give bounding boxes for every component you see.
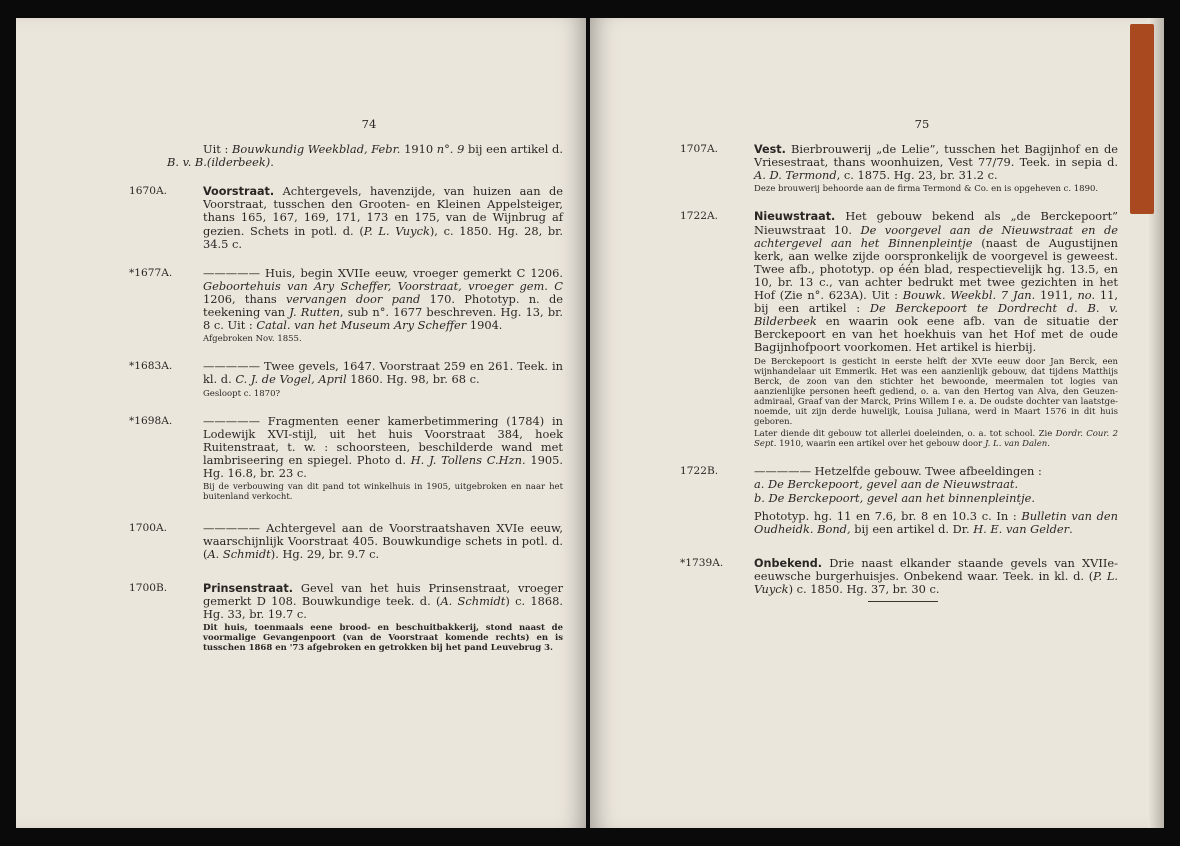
catalog-entry: *1677A. ————— Huis, begin XVIIe eeuw, vroeger gemerkt C 1206. Geboortehuis van Ary Scheffer, Voorstraat, vroeger gem. C 1206, thans vervangen door pand 170. Phototyp. n. de teekening van J. Rutten, sub n°. 1677 beschreven. Hg. 13, br. 8 c. Uit : Catal. van het Museum Ary Scheffer 1904. Afgebroken Nov. 1855.: [129, 265, 563, 345]
catalog-entry: 1707A. Vest. Bierbrouwerij „de Lelie”, tusschen het Bagijnhof en de Vriesestraat, thans woonhuizen, Vest 77/79. Teek. in sepia d. A. D. Termond, c. 1875. Hg. 23, br. 31.2 c. Deze brouwerij behoorde aan de firma Termond & Co. en is opgeheven c. 1890.: [680, 142, 1118, 195]
entry-keyword: Voorstraat.: [203, 185, 275, 199]
entry-keyword: Onbekend.: [754, 556, 823, 570]
catalog-entry: *1698A. ————— Fragmenten eener kamerbetimmering (1784) in Lodewijk XVI-stijl, uit het huis Voorstraat 384, hoek Ruitenstraat, t. w. : schoorsteen, beschilderde wand met lambriseering en spiegel. Photo d. H. J. Tollens C.Hzn. 1905. Hg. 16.8, br. 23 c. Bij de verbouwing van dit pand tot winkelhuis in 1905, uitgebroken en naar het buitenland verkocht.: [129, 413, 563, 503]
right-page: [590, 18, 1164, 828]
intro-paragraph: Uit : Bouwkundig Weekblad, Febr. 1910 n°. 9 bij een artikel d. B. v. B.(ilderbeek).: [167, 142, 563, 170]
left-column: [129, 117, 563, 653]
entry-note: Bij de verbouwing van dit pand tot winkelhuis in 1905, uitgebroken en naar het buitenland verkocht.: [203, 482, 563, 503]
catalog-entry: 1722B. ————— Hetzelfde gebouw. Twee afbeeldingen : a. De Berckepoort, gevel aan de Nieuwstraat. b. De Berckepoort, gevel aan het binnenpleintje. Phototyp. hg. 11 en 7.6, br. 8 en 10.3 c. In : Bulletin van den Oudheidk. Bond, bij een artikel d. Dr. H. E. van Gelder.: [680, 464, 1119, 536]
entry-note: Afgebroken Nov. 1855.: [203, 334, 302, 345]
entry-id: *1739A.: [680, 556, 724, 569]
page-number: 74: [361, 117, 377, 131]
catalog-entry: *1683A. ————— Twee gevels, 1647. Voorstraat 259 en 261. Teek. in kl. d. C. J. de Vogel, April 1860. Hg. 98, br. 68 c. Gesloopt c. 1870?: [129, 359, 563, 399]
entry-id: 1722A.: [680, 210, 718, 223]
entry-note: Gesloopt c. 1870?: [203, 388, 281, 399]
catalog-entry: *1739A. Onbekend. Drie naast elkander staande gevels van XVIIe-eeuwsche burgerhuisjes. Onbekend waar. Teek. in kl. d. (P. L. Vuyck) c. 1850. Hg. 37, br. 30 c.: [680, 555, 1119, 596]
entry-id: *1698A.: [129, 414, 173, 427]
page-number: 75: [914, 117, 930, 131]
catalog-entry: 1700A. ————— Achtergevel aan de Voorstraatshaven XVIe eeuw, waarschijnlijk Voorstraat 405. Bouwkundige schets in potl. d. (A. Schmidt). Hg. 29, br. 9.7 c.: [129, 521, 563, 562]
entry-id: 1670A.: [129, 185, 167, 198]
entry-note: De Berckepoort is gesticht in eerste helft der XVIe eeuw door Jan Berck, een wijnhandelaar uit Emmerik. Het was een aanzienlijk gebouw, dat tijdens Matthijs Berck, de zoon van den stichter het bewoonde, meermalen tot logies van aanzienlijke personen heeft gediend, o. a. van den Hertog van Alva, den Geuzen-admiraal, Graaf van der Marck, Prins Willem I e. a. De oudste dochter van laatstgenoemde, uit zijn derde huwelijk, Louisa Juliana, werd in Maart 1576 in dit huis geboren.: [754, 356, 1118, 428]
entry-id: 1707A.: [680, 143, 718, 156]
entry-keyword: Prinsenstraat.: [203, 581, 293, 595]
bookmark-tab: [1130, 24, 1154, 214]
left-page: [16, 18, 586, 828]
entry-note: Later diende dit gebouw tot allerlei doeleinden, o. a. tot school. Zie Dordr. Cour. 2 Sept. 1910, waarin een artikel over het gebouw door J. L. van Dalen.: [754, 429, 1118, 450]
entry-id: 1700A.: [129, 522, 167, 535]
entry-paragraph: Phototyp. hg. 11 en 7.6, br. 8 en 10.3 c. In : Bulletin van den Oudheidk. Bond, bij een artikel d. Dr. H. E. van Gelder.: [754, 508, 1119, 536]
entry-id: 1700B.: [129, 581, 168, 594]
entry-id: *1683A.: [129, 360, 173, 373]
list-item: b. De Berckepoort, gevel aan het binnenpleintje.: [754, 490, 1035, 505]
right-column: [680, 117, 1119, 602]
entry-note: Dit huis, toenmaals eene brood- en beschuitbakkerij, stond naast de voormalige Gevangenpoort (van de Voorstraat komende rechts) en is tusschen 1868 en '73 afgebroken en getrokken bij het pand Leuvebrug 3.: [203, 622, 563, 653]
entry-keyword: Vest.: [754, 143, 786, 157]
list-item: a. De Berckepoort, gevel aan de Nieuwstraat.: [754, 477, 1019, 492]
entry-id: 1722B.: [680, 465, 719, 478]
end-rule: [868, 601, 938, 602]
catalog-entry: 1700B. Prinsenstraat. Gevel van het huis Prinsenstraat, vroeger gemerkt D 108. Bouwkundige teek. d. (A. Schmidt) c. 1868. Hg. 33, br. 19.7 c. Dit huis, toenmaals eene brood- en beschuitbakkerij, stond naast de voormalige Gevangenpoort (van de Voorstraat komende rechts) en is tusschen 1868 en '73 afgebroken en getrokken bij het pand Leuvebrug 3.: [129, 580, 563, 653]
entry-note: Deze brouwerij behoorde aan de firma Termond & Co. en is opgeheven c. 1890.: [754, 184, 1099, 195]
entry-id: *1677A.: [129, 266, 173, 279]
entry-keyword: Nieuwstraat.: [754, 210, 836, 224]
catalog-entry: 1670A. Voorstraat. Achtergevels, havenzijde, van huizen aan de Voorstraat, tusschen den Grooten- en Kleinen Appelsteiger, thans 165, 167, 169, 171, 173 en 175, van de Wijnbrug af gezien. Schets in potl. d. (P. L. Vuyck), c. 1850. Hg. 28, br. 34.5 c.: [129, 184, 563, 251]
catalog-entry: 1722A. Nieuwstraat. Het gebouw bekend als „de Berckepoort” Nieuwstraat 10. De voorgevel aan de Nieuwstraat en de achtergevel aan het Binnenpleintje (naast de Augustijnen kerk, aan welke zijde oorspronkelijk de voorgevel is geweest. Twee afb., phototyp. op één blad, respectievelijk hg. 13.5, en 10, br. 13 c., van achter bedrukt met twee gezichten in het Hof (Zie n°. 623A). Uit : Bouwk. Weekbl. 7 Jan. 1911, no. 11, bij een artikel : De Berckepoort te Dordrecht d. B. v. Bilderbeek en waarin ook eene afb. van de situatie der Berckepoort en van het hoekhuis van het Hof met de oude Bagijnhofpoort voorkomen. Het artikel is hierbij. De Berckepoort is gesticht in eerste helft der XVIe eeuw door Jan Berck, een wijnhandelaar uit Emmerik. Het was een aanzienlijk gebouw, dat tijdens Matthijs Berck, de zoon van den stichter het bewoonde, meermalen tot logies van aanzienlijke personen heeft gediend, o. a. van den Hertog van Alva, den Geuzen-admiraal, Graaf van der Marck, Prins Willem I e. a. De oudste dochter van laatstgenoemde, uit zijn derde huwelijk, Louisa Juliana, werd in Maart 1576 in dit huis geboren. Later diende dit gebouw tot allerlei doeleinden, o. a. tot school. Zie Dordr. Cour. 2 Sept. 1910, waarin een artikel over het gebouw door J. L. van Dalen.: [680, 209, 1118, 450]
